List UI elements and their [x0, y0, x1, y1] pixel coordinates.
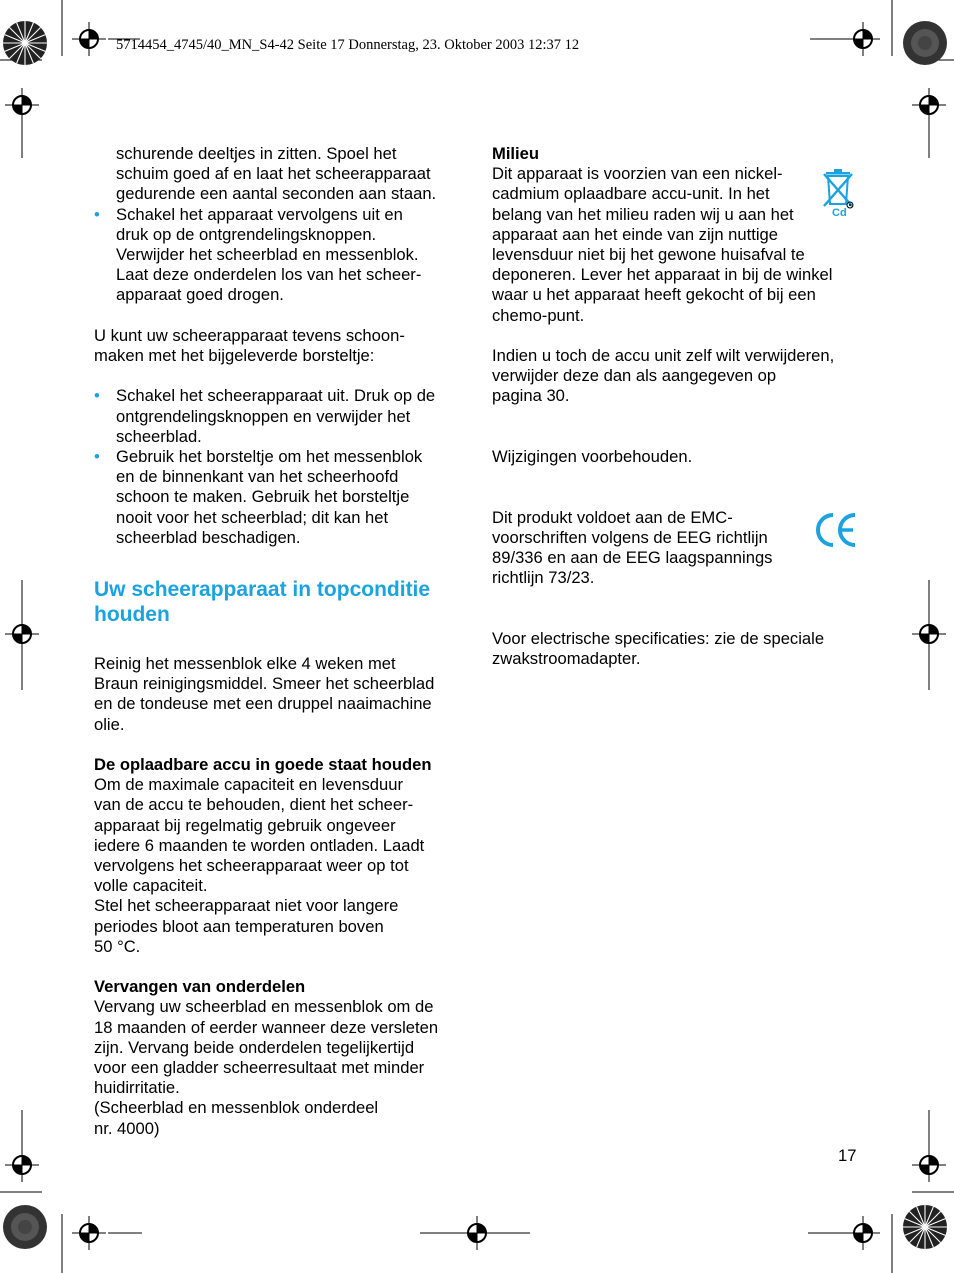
print-header: 5714454_4745/40_MN_S4-42 Seite 17 Donnerstag, 23. Oktober 2003 12:37 12	[116, 37, 580, 53]
subheading-environment: Milieu	[492, 144, 540, 163]
ce-mark-icon	[814, 511, 858, 549]
starburst-mark-icon	[902, 1204, 948, 1250]
starburst-mark-icon	[2, 20, 48, 66]
left-column	[94, 144, 464, 1139]
paragraph-electrical-specs: Voor electrische specificaties: zie de speciale zwakstroomadapter.	[492, 628, 825, 668]
list-item: • Schakel het apparaat vervolgens uit en druk op de ontgrendelingsknoppen. Verwijder het scheerblad en messenblok. Laat deze onderdelen los van het scheer- apparaat goed drogen.	[94, 205, 464, 306]
section-heading: Uw scheerapparaat in topconditie houden	[94, 578, 431, 627]
paragraph-cleaning: Reinig het messenblok elke 4 weken met Braun reinigingsmiddel. Smeer het scheerblad en de tondeuse met een druppel naaimachine olie.	[94, 654, 435, 734]
bin-label: Cd	[832, 207, 847, 219]
right-column	[492, 144, 872, 669]
list-item: • Gebruik het borsteltje om het messenblok en de binnenkant van het scheerhoofd schoon te maken. Gebruik het borsteltje nooit voor het scheerblad; dit kan het scheerblad beschadigen.	[94, 447, 464, 548]
paragraph-environment: Dit apparaat is voorzien van een nickel- cadmium oplaadbare accu-unit. In het belang van het milieu raden wij u aan het apparaat aan het einde van zijn nuttige levensduur niet bij het gewone huisafval te deponeren. Lever het apparaat in bij de winkel waar u het apparaat heeft gekocht of bij een chemo-punt.	[492, 164, 833, 325]
starburst-mark-icon	[2, 1204, 48, 1250]
paragraph-rinse: schurende deeltjes in zitten. Spoel het schuim goed af en laat het scheerapparaat gedurende een aantal seconden aan staan.	[116, 144, 437, 204]
paragraph-emc: Dit produkt voldoet aan de EMC- voorschriften volgens de EEG richtlijn 89/336 en aan de EEG laagspannings richtlijn 73/23.	[492, 507, 773, 588]
paragraph-remove-battery: Indien u toch de accu unit zelf wilt verwijderen, verwijder deze dan als aangegeven op pagina 30.	[492, 346, 835, 406]
paragraph-brush-intro: U kunt uw scheerapparaat tevens schoon- maken met het bijgeleverde borsteltje:	[94, 325, 405, 366]
crossed-bin-icon	[820, 168, 856, 222]
paragraph-replace-parts: Vervang uw scheerblad en messenblok om de 18 maanden of eerder wanneer deze versleten zijn. Vervang beide onderdelen tegelijkertijd voor een gladder scheerresultaat met minder huidirritatie. (Scheerblad en messenblok onderdeel nr. 4000)	[94, 997, 439, 1138]
starburst-mark-icon	[902, 20, 948, 66]
paragraph-battery: Om de maximale capaciteit en levensduur van de accu te behouden, dient het scheer- apparaat bij regelmatig gebruik ongeveer iedere 6 maanden te worden ontladen. Laadt vervolgens het scheerapparaat weer op tot volle capaciteit. Stel het scheerapparaat niet voor langere periodes bloot aan temperaturen boven 50 °C.	[94, 775, 425, 956]
paragraph-changes-reserved: Wijzigingen voorbehouden.	[492, 447, 693, 466]
list-item: • Schakel het scheerapparaat uit. Druk op de ontgrendelingsknoppen en verwijder het scheerblad.	[94, 386, 464, 447]
subheading-replace-parts: Vervangen van onderdelen	[94, 977, 306, 997]
page-number: 17	[838, 1146, 857, 1165]
subheading-battery: De oplaadbare accu in goede staat houden	[94, 755, 432, 775]
